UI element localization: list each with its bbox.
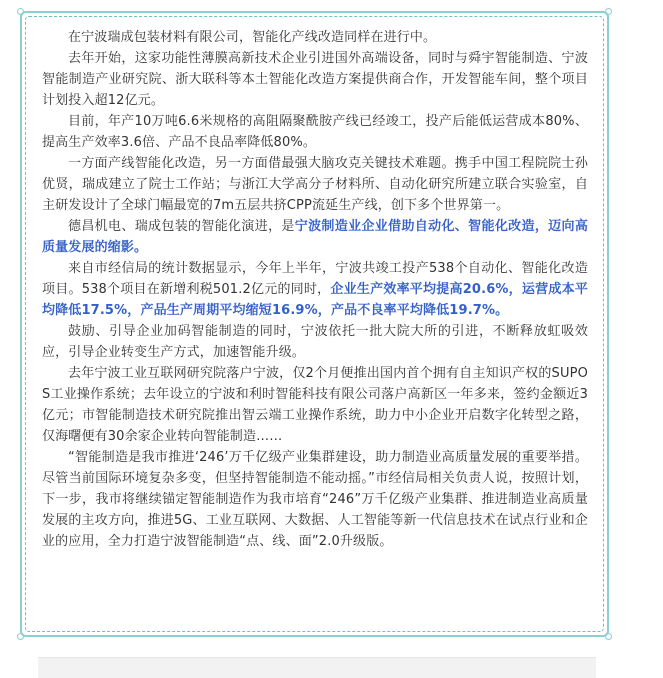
article-paragraph	[42, 111, 588, 153]
article-body	[25, 16, 604, 632]
paragraph-text: 目前，年产10万吨6.6米规格的高阻隔聚酰胺产线已经竣工，投产后能低运营成本80%、提高生产效率3.6倍、产品不良品率降低80%。	[42, 114, 588, 150]
paragraph-text: 去年开始，这家功能性薄膜高新技术企业引进国外高端设备，同时与舜宇智能制造、宁波智能制造产业研究院、浙大联科等本土智能化改造方案提供商合作，开发智能车间，整个项目计划投入超12亿元。	[42, 51, 588, 108]
article-paragraph	[42, 153, 588, 216]
paragraph-text: 德昌机电、瑞成包装的智能化演进，是	[68, 219, 295, 234]
article-paragraph	[42, 363, 588, 447]
article-paragraph	[42, 216, 588, 258]
article-frame	[20, 11, 609, 637]
paragraph-text: 鼓励、引导企业加码智能制造的同时，宁波依托一批大院大所的引进，不断释放虹吸效应，引导企业转变生产方式，加速智能升级。	[42, 324, 588, 360]
article-paragraph	[42, 447, 588, 552]
paragraph-text: 去年宁波工业互联网研究院落户宁波，仅2个月便推出国内首个拥有自主知识产权的SUPOS工业操作系统；去年设立的宁波和利时智能科技有限公司落户高新区一年多来，签约金额近3亿元；市智能制造技术研究院推出智云端工业操作系统，助力中小企业开启数字化转型之路，仅海曙便有30余家企业转向智能制造……	[42, 366, 588, 444]
article-paragraph	[42, 27, 588, 48]
highlighted-text: 宁波制造业企业借助自动化、智能化改造，迈向高质量发展的缩影。	[42, 219, 588, 255]
article-paragraph	[42, 48, 588, 111]
paragraph-text: 在宁波瑞成包装材料有限公司，智能化产线改造同样在进行中。	[68, 30, 437, 45]
paragraph-text: “智能制造是我市推进‘246’万千亿级产业集群建设，助力制造业高质量发展的重要举措。尽管当前国际环境复杂多变，但坚持智能制造不能动摇。”市经信局相关负责人说，按照计划，下一步，我市将继续锚定智能制造作为我市培育“246”万千亿级产业集群、推进制造业高质量发展的主攻方向，推进5G、工业互联网、大数据、人工智能等新一代信息技术在试点行业和企业的应用，全力打造宁波智能制造“点、线、面”2.0升级版。	[42, 450, 588, 549]
next-section-strip	[38, 657, 596, 678]
paragraph-text: 来自市经信局的统计数据显示，今年上半年，宁波共竣工投产538个自动化、智能化改造项目。538个项目在新增利税501.2亿元的同时，	[42, 261, 588, 297]
article-paragraph	[42, 321, 588, 363]
paragraph-text: 一方面产线智能化改造，另一方面借最强大脑攻克关键技术难题。携手中国工程院院士孙优贤，瑞成建立了院士工作站；与浙江大学高分子材料所、自动化研究所建立联合实验室，自主研发设计了全球门幅最宽的7m五层共挤CPP流延生产线，创下多个世界第一。	[42, 156, 588, 213]
article-paragraph	[42, 258, 588, 321]
highlighted-text: 企业生产效率平均提高20.6%，运营成本平均降低17.5%，产品生产周期平均缩短16.9%，产品不良率平均降低19.7%。	[42, 282, 588, 318]
